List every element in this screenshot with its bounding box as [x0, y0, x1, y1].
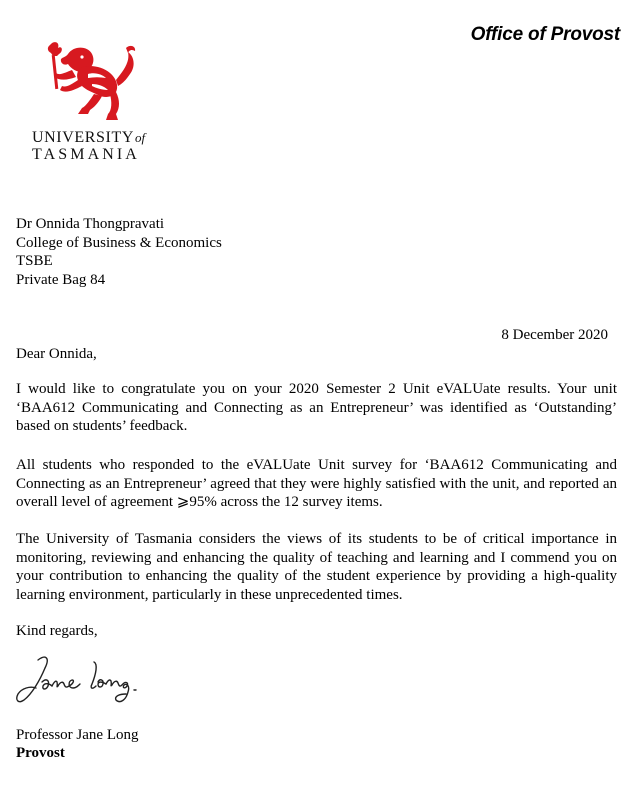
recipient-school: TSBE: [16, 253, 53, 269]
letter-date: 8 December 2020: [501, 327, 608, 343]
university-logo: [30, 40, 160, 165]
recipient-postal-address: Private Bag 84: [16, 271, 106, 288]
paragraph-survey-results: All students who responded to the eVALUate Unit survey for ‘BAA612 Communicating and Connecting as an Entrepreneur’ agreed that they were highly satisfied with the unit, and reported an overall level of agreement ⩾95% across the 12 survey items.: [16, 457, 617, 510]
paragraph-congratulations: I would like to congratulate you on your 2020 Semester 2 Unit eVALUate results. Your unit ‘BAA612 Communicating and Connecting as an Entrepreneur’ was identified as ‘Outstanding’ based on students’ feedback.: [16, 381, 617, 434]
university-wordmark-line2: TASMANIA: [32, 146, 140, 163]
signer-title: Provost: [16, 745, 65, 761]
closing: Kind regards,: [16, 623, 98, 639]
recipient-college: College of Business & Economics: [16, 234, 222, 251]
office-of-provost-heading: Office of Provost: [470, 24, 620, 45]
handwritten-signature-icon: [12, 650, 162, 715]
university-wordmark-line1: UNIVERSITYof: [32, 129, 146, 146]
paragraph-commendation: The University of Tasmania considers the views of its students to be of critical importance in monitoring, reviewing and enhancing the quality of teaching and learning and I commend you on your contribution to enhancing the quality of the student experience by providing a high-quality learning environment, particularly in these unprecedented times.: [16, 531, 617, 603]
recipient-address: [16, 215, 222, 289]
signer-name: Professor Jane Long: [16, 727, 139, 743]
recipient-name: Dr Onnida Thongpravati: [16, 216, 165, 232]
rampant-lion-crest-icon: [44, 40, 139, 125]
greeting: Dear Onnida,: [16, 346, 97, 362]
